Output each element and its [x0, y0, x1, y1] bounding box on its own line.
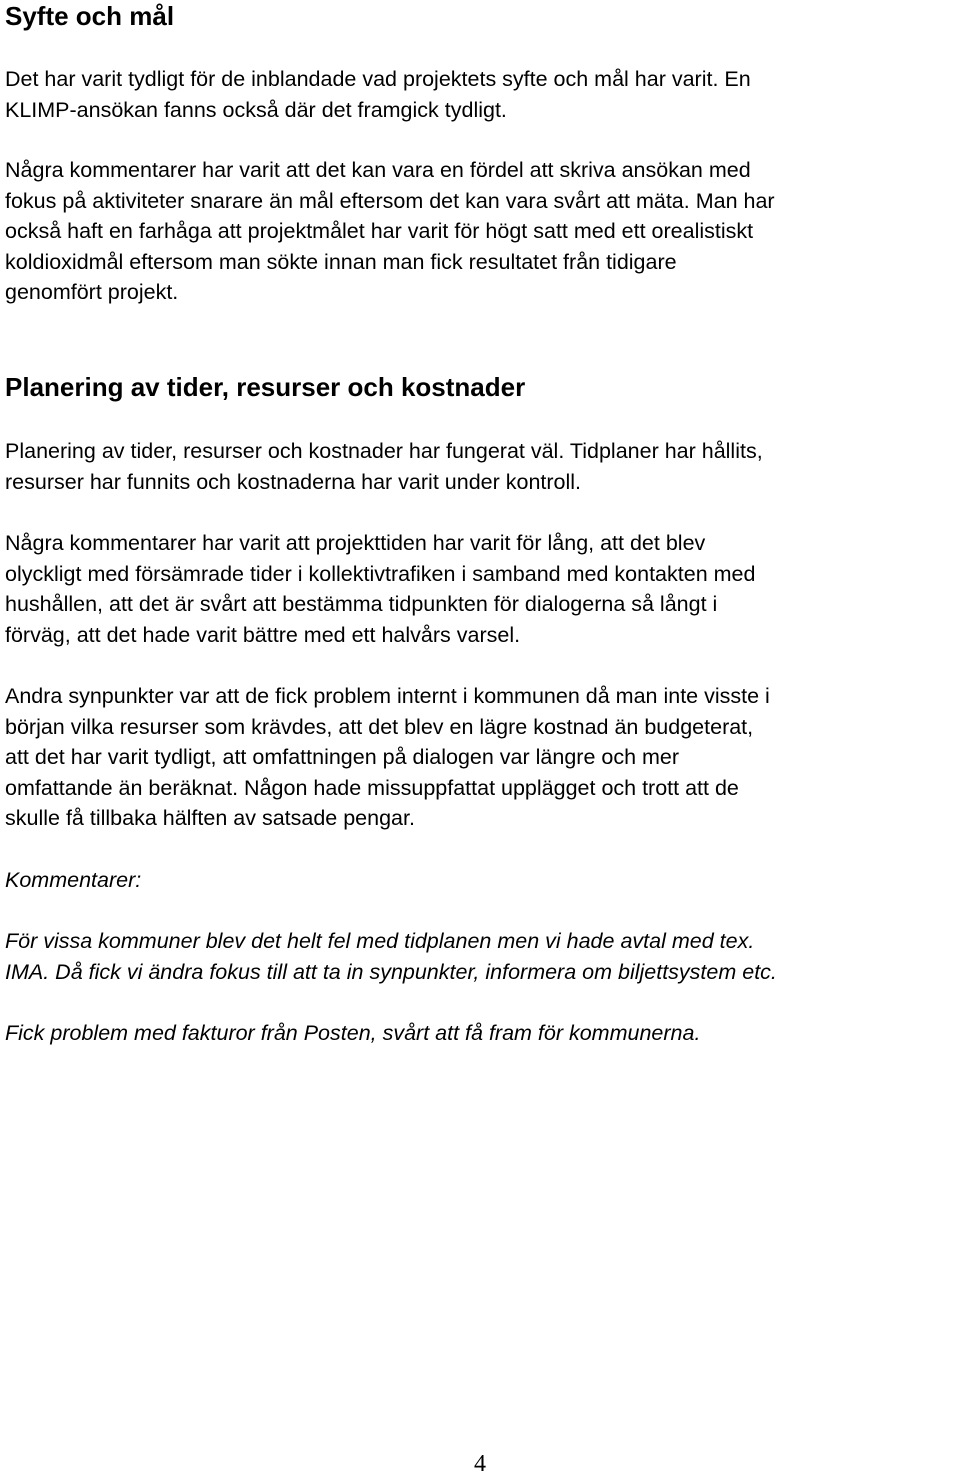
paragraph-syfte-1: Det har varit tydligt för de inblandade vad projektets syfte och mål har varit. En KLIMP-ansökan fanns också där det framgick tydligt. — [5, 67, 751, 122]
comment-2: Fick problem med fakturor från Posten, svårt att få fram för kommunerna. — [5, 1021, 701, 1045]
heading-planering: Planering av tider, resurser och kostnader — [5, 372, 526, 402]
page-number: 4 — [474, 1451, 486, 1477]
paragraph-planering-1: Planering av tider, resurser och kostnader har fungerat väl. Tidplaner har hållits, resurser har funnits och kostnaderna har varit under kontroll. — [5, 439, 763, 494]
paragraph-planering-3: Andra synpunkter var att de fick problem internt i kommunen då man inte visste i början vilka resurser som krävdes, att det blev en lägre kostnad än budgeterat, att det har varit tydligt, att omfattningen på dialogen var längre och mer omfattande än beräknat. Någon hade missuppfattat upplägget och trott att de skulle få tillbaka hälften av satsade pengar. — [5, 684, 770, 830]
comment-1: För vissa kommuner blev det helt fel med tidplanen men vi hade avtal med tex. IMA. Då fick vi ändra fokus till att ta in synpunkter, informera om biljettsystem etc. — [5, 929, 777, 984]
paragraph-planering-2: Några kommentarer har varit att projekttiden har varit för lång, att det blev olyckligt med försämrade tider i kollektivtrafiken i samband med kontakten med hushållen, att det är svårt att bestämma tidpunkten för dialogerna så långt i förväg, att det hade varit bättre med ett halvårs varsel. — [5, 531, 756, 647]
paragraph-syfte-2: Några kommentarer har varit att det kan vara en fördel att skriva ansökan med fokus på aktiviteter snarare än mål eftersom det kan vara svårt att mäta. Man har också haft en farhåga att projektmålet har varit för högt satt med ett orealistiskt koldioxidmål eftersom man sökte innan man fick resultatet från tidigare genomfört projekt. — [5, 158, 775, 304]
comments-label: Kommentarer: — [5, 868, 142, 892]
heading-syfte-och-mal: Syfte och mål — [5, 1, 175, 31]
